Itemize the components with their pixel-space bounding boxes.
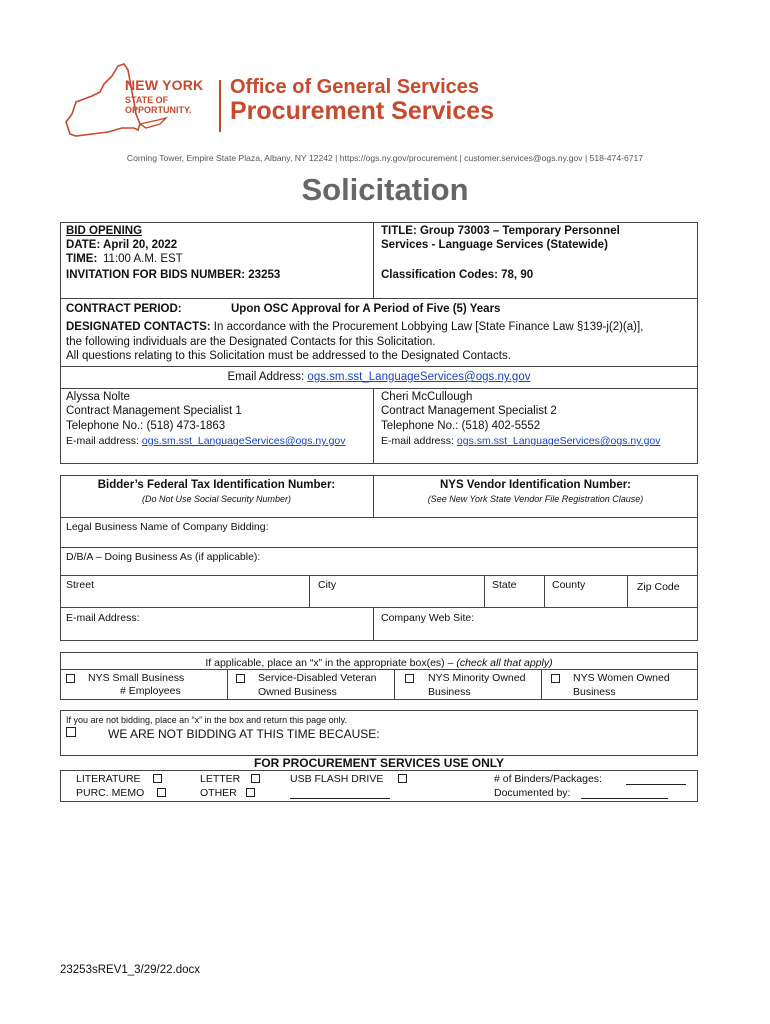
logo-divider <box>219 80 221 132</box>
division-name: Procurement Services <box>230 97 495 125</box>
bid-title-line1: TITLE: Group 73003 – Temporary Personnel <box>381 225 620 237</box>
small-business-label: NYS Small Business <box>88 672 185 684</box>
dba-input[interactable] <box>62 563 696 573</box>
tax-id-note: (Do Not Use Social Security Number) <box>141 494 292 504</box>
documented-label: Documented by: <box>494 787 571 799</box>
dba-label: D/B/A – Doing Business As (if applicable): <box>66 551 261 563</box>
contact1-name: Alyssa Nolte <box>66 391 130 403</box>
document-filename: 23253sREV1_3/29/22.docx <box>60 964 201 976</box>
designated-contacts-line1: DESIGNATED CONTACTS: In accordance with the Procurement Lobbying Law [State Finance Law §139-j(2)(a)], <box>66 321 644 333</box>
binders-label: # of Binders/Packages: <box>494 773 602 785</box>
contact2-phone: Telephone No.: (518) 402-5552 <box>381 420 541 432</box>
not-bidding-checkbox[interactable] <box>66 727 76 737</box>
bid-time-value: 11:00 A.M. EST <box>103 253 183 265</box>
contact2-title: Contract Management Specialist 2 <box>381 405 557 417</box>
ny-state-sub: STATE OF OPPORTUNITY. <box>125 95 192 115</box>
vendor-id-note: (See New York State Vendor File Registration Clause) <box>427 494 644 504</box>
bid-opening-heading: BID OPENING <box>66 225 143 237</box>
purc-memo-label: PURC. MEMO <box>76 787 145 799</box>
purc-memo-checkbox[interactable] <box>157 788 166 797</box>
page-title: Solicitation <box>301 172 469 207</box>
zip-label: Zip Code <box>637 581 680 593</box>
vendor-id-label: NYS Vendor Identification Number: <box>439 479 632 491</box>
small-business-checkbox[interactable] <box>66 674 75 683</box>
city-label: City <box>318 579 337 591</box>
designated-contacts-line2: the following individuals are the Designated Contacts for this Solicitation. <box>66 336 436 348</box>
contacts-email-row: Email Address: ogs.sm.sst_LanguageServices@ogs.ny.gov <box>227 371 531 383</box>
not-bidding-label: WE ARE NOT BIDDING AT THIS TIME BECAUSE: <box>108 727 380 741</box>
other-blank-line[interactable] <box>290 798 390 799</box>
minority-business-label: NYS Minority Owned Business <box>428 672 526 698</box>
other-checkbox[interactable] <box>246 788 255 797</box>
legal-name-input[interactable] <box>62 533 696 545</box>
state-label: State <box>492 579 517 591</box>
bid-date: DATE: April 20, 2022 <box>66 239 178 251</box>
veteran-business-checkbox[interactable] <box>236 674 245 683</box>
contact2-name: Cheri McCullough <box>381 391 473 403</box>
bid-time-label: TIME: <box>66 253 98 265</box>
contacts-email-link[interactable]: ogs.sm.sst_LanguageServices@ogs.ny.gov <box>307 371 531 383</box>
contact2-email-row: E-mail address: ogs.sm.sst_LanguageServices@ogs.ny.gov <box>381 435 661 447</box>
ifb-number: INVITATION FOR BIDS NUMBER: 23253 <box>66 269 281 281</box>
vendor-id-input[interactable] <box>376 505 696 515</box>
office-use-heading: FOR PROCUREMENT SERVICES USE ONLY <box>253 756 505 770</box>
women-business-label: NYS Women Owned Business <box>573 672 670 698</box>
tax-id-input[interactable] <box>62 505 370 515</box>
veteran-business-label: Service-Disabled Veteran Owned Business <box>258 672 377 698</box>
binders-blank-line[interactable] <box>626 784 686 785</box>
bid-title-line2: Services - Language Services (Statewide) <box>381 239 608 251</box>
office-address: Corning Tower, Empire State Plaza, Albany, NY 12242 | https://ogs.ny.gov/procurement | customer.services@ogs.ny.gov | 518-474-6717 <box>126 153 644 163</box>
usb-label: USB FLASH DRIVE <box>290 773 384 785</box>
legal-name-label: Legal Business Name of Company Bidding: <box>66 521 269 533</box>
website-label: Company Web Site: <box>381 612 475 624</box>
contact1-email-link[interactable]: ogs.sm.sst_LanguageServices@ogs.ny.gov <box>141 435 346 447</box>
usb-checkbox[interactable] <box>398 774 407 783</box>
status-instruction: If applicable, place an “x” in the appropriate box(es) – (check all that apply) <box>205 657 553 669</box>
literature-checkbox[interactable] <box>153 774 162 783</box>
contact1-email-row: E-mail address: ogs.sm.sst_LanguageServices@ogs.ny.gov <box>66 435 346 447</box>
contract-period-label: CONTRACT PERIOD: <box>66 303 182 315</box>
street-label: Street <box>66 579 95 591</box>
contact2-email-link[interactable]: ogs.sm.sst_LanguageServices@ogs.ny.gov <box>456 435 661 447</box>
office-name: Office of General Services <box>230 76 480 98</box>
literature-label: LITERATURE <box>76 773 141 785</box>
designated-contacts-line3: All questions relating to this Solicitation must be addressed to the Designated Contacts. <box>66 350 511 362</box>
letter-label: LETTER <box>200 773 241 785</box>
ny-state-name: NEW YORK <box>125 77 204 93</box>
employees-label: # Employees <box>120 685 181 697</box>
women-business-checkbox[interactable] <box>551 674 560 683</box>
email-label: E-mail Address: <box>66 612 140 624</box>
tax-id-label: Bidder’s Federal Tax Identification Number: <box>97 479 336 491</box>
not-bidding-note: If you are not bidding, place an “x” in the box and return this page only. <box>66 715 348 725</box>
letter-checkbox[interactable] <box>251 774 260 783</box>
classification-codes: Classification Codes: 78, 90 <box>381 269 534 281</box>
contact1-title: Contract Management Specialist 1 <box>66 405 242 417</box>
other-label: OTHER <box>200 787 237 799</box>
contract-period-value: Upon OSC Approval for A Period of Five (5) Years <box>231 303 501 315</box>
county-label: County <box>552 579 586 591</box>
documented-blank-line[interactable] <box>581 798 668 799</box>
minority-business-checkbox[interactable] <box>405 674 414 683</box>
contact1-phone: Telephone No.: (518) 473-1863 <box>66 420 226 432</box>
